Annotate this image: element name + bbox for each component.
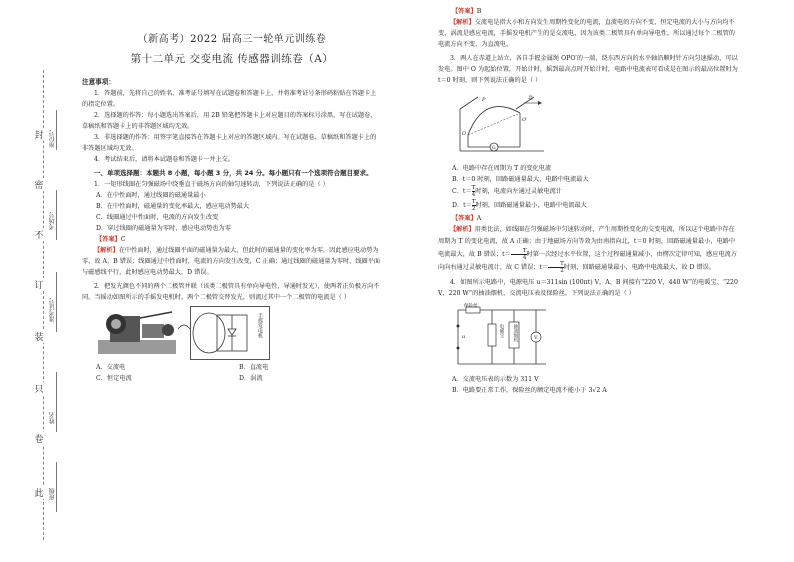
voltmeter-label: V	[534, 335, 538, 341]
explain-tag: 【解析】	[94, 247, 119, 254]
household-circuit-diagram	[452, 302, 552, 372]
link-wire	[178, 321, 190, 341]
notice-item: 3．非选择题的作答：用签字笔直接答在答题卡上对应的答题区域内。写在试题卷、草稿纸和答题卡上的非答题区域均无效。	[82, 134, 377, 152]
q2-options-row2	[82, 373, 382, 384]
answer-line	[438, 213, 738, 224]
rope-generator-diagram	[454, 89, 550, 161]
question-stem: 1．一矩形线圈在匀强磁场中绕垂直于磁场方向的轴匀速转动，下列说法正确的是（ ）	[94, 181, 329, 188]
source-label: u	[462, 334, 466, 340]
option-a: A．电路中存在周期为 T 的变化电流	[452, 165, 552, 172]
fig-o-label: O	[462, 131, 467, 137]
galvanometer-label: G	[492, 146, 496, 151]
explain-tag: 【解析】	[450, 226, 475, 233]
notice-item: 4．考试结束后，请将本试题卷和答题卡一并上交。	[94, 156, 235, 163]
left-column	[82, 0, 382, 384]
explain-tag: 【解析】	[450, 19, 475, 26]
notice-item: 2．选择题的作答：每小题选出答案后，用 2B 铅笔把答题卡上对应题目的答案标号涂黑，写在试题卷、草稿纸和答题卡上的非答题区域均无效。	[82, 112, 377, 130]
fraction-t-over-2: $\frac{T}{2}$	[548, 261, 564, 274]
field-ticket-label: 准考证号	[49, 298, 56, 322]
option-d: D．t＝ $\frac{T}{2}$ 时刻，回路磁通量最小，电路中电流最大	[452, 199, 587, 212]
generator-photo	[96, 306, 178, 358]
field-room-line[interactable]	[56, 190, 57, 240]
question-stem: 3．两人在赤道上站立，各自手握金属绳 OPO′的一端，绕东西方向的水平轴沿顺时针方向匀速摇动，可以发电。图中 O 为起始位置，开始计时，摇到最高点时开始计时，电路中电流表可看成是在图示的最高位置时为 t＝0 时刻，则下列说法正确的是（ ）	[438, 55, 738, 84]
seal-char: 密	[32, 178, 46, 191]
option-b: B．t＝0 时刻，回路磁通量最大，电路中电流最大	[452, 176, 589, 183]
exam-title: （新高考）2022 届高三一轮单元训练卷	[137, 34, 327, 45]
fraction-t-over-4: $\frac{T}{4}$	[471, 185, 476, 198]
section-heading: 一、单项选择题：本题共 8 小题，每小题 3 分，共 24 分。每小题只有一个选项符合题目要求。	[94, 169, 373, 177]
q2-figure-row	[82, 303, 382, 362]
notice-item: 1．答题前，先将自己的姓名、准考证号填写在试题卷和答题卡上，并将准考证号条形码粘贴在答题卡上的指定位置。	[82, 90, 377, 108]
fig-o-prime-label: O′	[522, 117, 528, 123]
heater-label: 电暖宝	[499, 324, 504, 338]
right-column	[438, 6, 738, 396]
field-seat-label: 座位号	[49, 130, 56, 148]
option-d: D．涡流	[239, 375, 263, 382]
explanation	[438, 17, 738, 50]
question-stem: 2．把发光颜色不同的两个二极管并联（该类二极管具有单向导电性，导通时发光），使两者正负极方向不同。当摇动如图所示的手摇发电机时，两个二极管交替发光，则流过其中一个二极管的电流是（ ）	[82, 283, 380, 301]
option-b: B．直流电	[239, 364, 269, 371]
option-c: C．t＝ $\frac{T}{4}$ 时刻，电流向左通过灵敏电流计	[452, 185, 562, 198]
answer-tag: 【答案】	[452, 8, 477, 15]
option-b: B．电路要正常工作，保险丝的额定电流不能小于 3√2 A	[452, 387, 607, 394]
field-class-label: 班级	[49, 488, 56, 500]
explanation: 【解析】用类比法，如线圈在匀强磁场中匀速转动时，产生周期性变化的交变电流，所以这个电路中存在周期为 T 的变化电流，故 A 正确；由于地磁场方向等效为由南指向北，t＝0 时刻，回路磁通量最小，电路中电流最大，故 B 错误；t＝ $\frac{T}{4}$ 时第一次经过水平位置，这个过程磁通量减小，由楞次定律可知，感应电流方向向右通过灵敏电流计，故 C 错误；t＝ $\frac{T}{2}$ 时刻，回路磁通量最小，电路中电流最大，故 D 错误。	[438, 226, 737, 274]
answer-value: C	[120, 236, 126, 243]
field-name-label: 姓名	[49, 412, 56, 424]
seal-char: 卷	[32, 432, 46, 445]
generator-label: 手摇发电机	[257, 313, 263, 338]
option-a: A．交流电	[96, 364, 126, 371]
answer-value: B	[476, 8, 482, 15]
option-a: A．交流电压表的示数为 311 V	[452, 376, 539, 383]
fig-p-label: P	[482, 97, 486, 103]
seal-char: 封	[32, 128, 46, 141]
field-seat-line[interactable]	[56, 110, 57, 150]
answer-tag: 【答案】	[452, 215, 477, 222]
seal-char: 装	[32, 330, 46, 343]
option-a: A．在中性面时，通过线圈的磁通量最小	[96, 192, 206, 199]
field-class-line[interactable]	[56, 462, 57, 512]
option-c: C．恒定电流	[96, 375, 132, 382]
question-stem: 4．如图所示电路中，电源电压 u＝311sin (100πt) V，A、B 间接有“220 V，440 W”的电暖宝、“220 V，220 W”的抽油烟机、交流电压表及保险丝。下列说法正确的是（ ）	[438, 279, 738, 297]
field-ticket-line[interactable]	[56, 272, 57, 332]
seal-char: 此	[32, 486, 46, 499]
explanation-text: 在中性面时，通过线圈平面的磁通量为最大，但此时的磁通量的变化率为零，因此感应电动势为零，故 A、B 错误；线圈通过中性面时，电流的方向发生改变，C 正确；通过线圈的磁通量为零时，线圈平面与磁感线平行，此时感应电动势最大，D 错误。	[82, 247, 381, 276]
fraction-t-over-2: $\frac{T}{2}$	[471, 199, 476, 212]
hood-label: 抽油烟机	[513, 324, 518, 342]
seal-char: 订	[32, 278, 46, 291]
field-room-label: 考场号	[49, 212, 56, 230]
option-c: C．线圈通过中性面时，电流的方向发生改变	[96, 214, 219, 221]
notice-heading: 注意事项：	[82, 78, 115, 86]
q2-options-row1	[82, 362, 382, 373]
answer-line	[438, 6, 738, 17]
seal-char: 不	[32, 228, 46, 241]
binding-strip	[0, 0, 60, 562]
option-b: B．在中性面时，磁通量的变化率最大，感应电动势最大	[96, 203, 250, 210]
option-d: D．穿过线圈的磁通量为零时，感应电动势也为零	[96, 225, 231, 232]
answer-tag: 【答案】	[96, 236, 121, 243]
seal-char: 只	[32, 382, 46, 395]
explanation-text: 交流电是指大小和方向发生周期性变化的电流，直流电的方向不变，恒定电流的大小与方向均不变，涡流是感应电流，手摇发电机产生的是交流电，因为该类二极管具有单向导电性，所以通过每个二极管的电流方向不变，为直流电。	[438, 19, 735, 48]
answer-line	[82, 234, 382, 245]
generator-icon	[96, 306, 178, 358]
answer-value: A	[476, 215, 482, 222]
unit-title: 第十二单元 交变电流 传感器训练卷（A）	[130, 53, 334, 65]
diode-circuit-diagram	[190, 306, 270, 360]
fig-north-label: 北	[528, 95, 534, 101]
field-name-line[interactable]	[56, 372, 57, 432]
fuse-label: 保险丝	[464, 304, 478, 309]
explanation	[82, 245, 382, 278]
fraction-t-over-4: $\frac{T}{4}$	[511, 248, 527, 261]
